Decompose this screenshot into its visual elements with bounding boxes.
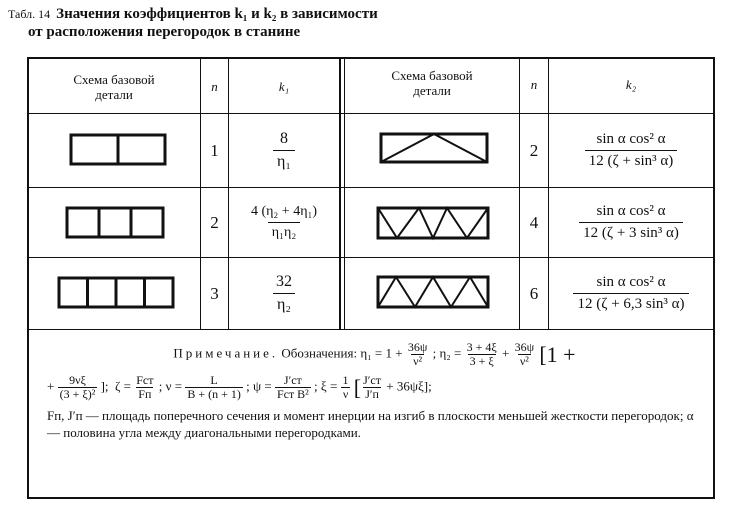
psi-lhs: ; ψ = [246,378,272,394]
row-n: 1 [210,140,219,160]
cont-plus: + [47,378,55,394]
xi-tail: + 36ψξ]; [386,378,432,394]
note-text: Fп, J′п — площадь поперечного сечения и момент инерции на изгиб в плоскости меньшей жесткости перегородок; α — половина угла между диагональными перегородками. [47,408,694,440]
scheme-truss-2 [379,132,491,166]
col-divider-center [339,59,341,329]
table-caption [8,6,728,41]
xi-inner-num: J′ст [363,373,381,387]
header-n-2: n [530,77,538,92]
eta1-lhs: η₁ = 1 + [360,345,403,361]
note-line-2 [47,374,702,401]
eta2-lhs: ; η₂ = [432,345,462,361]
zeta-lhs: ζ = [115,378,131,394]
k1-denominator: η₂ [273,293,295,314]
scheme-truss-6 [376,275,492,311]
eta2-f1-den: 3 + ξ [469,354,494,368]
caption-title-2: от расположения перегородок в станине [28,24,301,40]
row-n: 2 [529,140,539,160]
cont-num: 9νξ [69,373,86,387]
k2-numerator: sin α cos² α [596,131,666,147]
k2-formula [549,188,713,257]
k2-denominator: 12 (ζ + 3 sin³ α) [579,222,683,242]
bracket-open: [1 + [539,342,576,367]
k1-formula [229,114,339,187]
zeta-fraction [134,374,155,401]
table-note [47,341,702,441]
note-label: Примечание. [173,345,279,361]
scheme-two-cells [69,133,169,169]
header-k2: k₂ [625,77,637,92]
nu-den: B + (n + 1) [187,387,241,401]
k2-formula [549,258,713,329]
header-scheme-2: Схема базовой детали [391,68,473,98]
caption-title-1: Значения коэффициентов k₁ и k₂ в зависимости [56,6,378,22]
plus-sign: + [502,345,510,361]
scheme-three-cells [65,206,169,242]
xi-inner-den: J′п [365,387,379,401]
header-scheme: Схема базовой детали [73,72,155,102]
eta1-fraction [406,341,430,368]
k1-denominator: η₁η₂ [268,222,300,241]
table-label: Табл. 14 [8,7,51,21]
row-n: 6 [529,283,539,303]
nu-num: L [210,373,218,387]
k1-numerator: 8 [279,130,288,147]
k2-denominator: 12 (ζ + sin³ α) [585,150,678,170]
xi-lhs: ; ξ = [314,378,338,394]
k2-denominator: 12 (ζ + 6,3 sin³ α) [573,293,688,313]
psi-den: Fст B² [276,387,309,401]
k2-formula [549,114,713,187]
col-divider-center [344,59,345,329]
eta2-fraction-1 [465,341,499,368]
k1-denominator: η₁ [273,150,295,171]
row-n: 4 [529,212,539,232]
scheme-four-cells [57,276,177,312]
k1-numerator: 32 [276,273,292,290]
note-intro: Обозначения: [281,345,358,361]
cont-fraction [58,374,98,401]
cont-den: (3 + ξ)² [59,387,96,401]
xi-den: ν [342,387,349,401]
xi-inner-fraction [361,374,383,401]
zeta-den: Fп [138,387,152,401]
psi-fraction [275,374,311,401]
scheme-truss-4 [376,206,492,242]
k1-formula [229,188,339,257]
eta2-fraction-2 [513,341,537,368]
zeta-num: Fст [136,373,154,387]
nu-lhs: ; ν = [158,378,183,394]
eta2-f2-den: ν² [519,354,529,368]
row-n: 3 [210,283,219,303]
xi-num: 1 [342,373,349,387]
eta1-num: 36ψ [407,340,428,354]
coefficient-table [27,57,715,499]
cont-close: ]; [100,378,109,394]
psi-num: J′ст [283,373,302,387]
k1-formula [229,258,339,329]
table-body-bottom [29,329,713,330]
k2-numerator: sin α cos² α [596,203,666,219]
eta1-den: ν² [413,354,423,368]
header-n: n [211,79,218,94]
eta2-f1-num: 3 + 4ξ [466,340,497,354]
caption-line-1 [8,6,728,23]
xi-bracket: [ [353,375,362,400]
k1-numerator: 4 (η₂ + 4η₁) [250,204,318,219]
nu-fraction [185,374,243,401]
k2-numerator: sin α cos² α [596,274,666,290]
header-k1: k₁ [278,79,290,94]
note-line-1 [47,341,702,368]
xi-fraction [341,374,351,401]
row-n: 2 [210,212,219,232]
eta2-f2-num: 36ψ [514,340,535,354]
